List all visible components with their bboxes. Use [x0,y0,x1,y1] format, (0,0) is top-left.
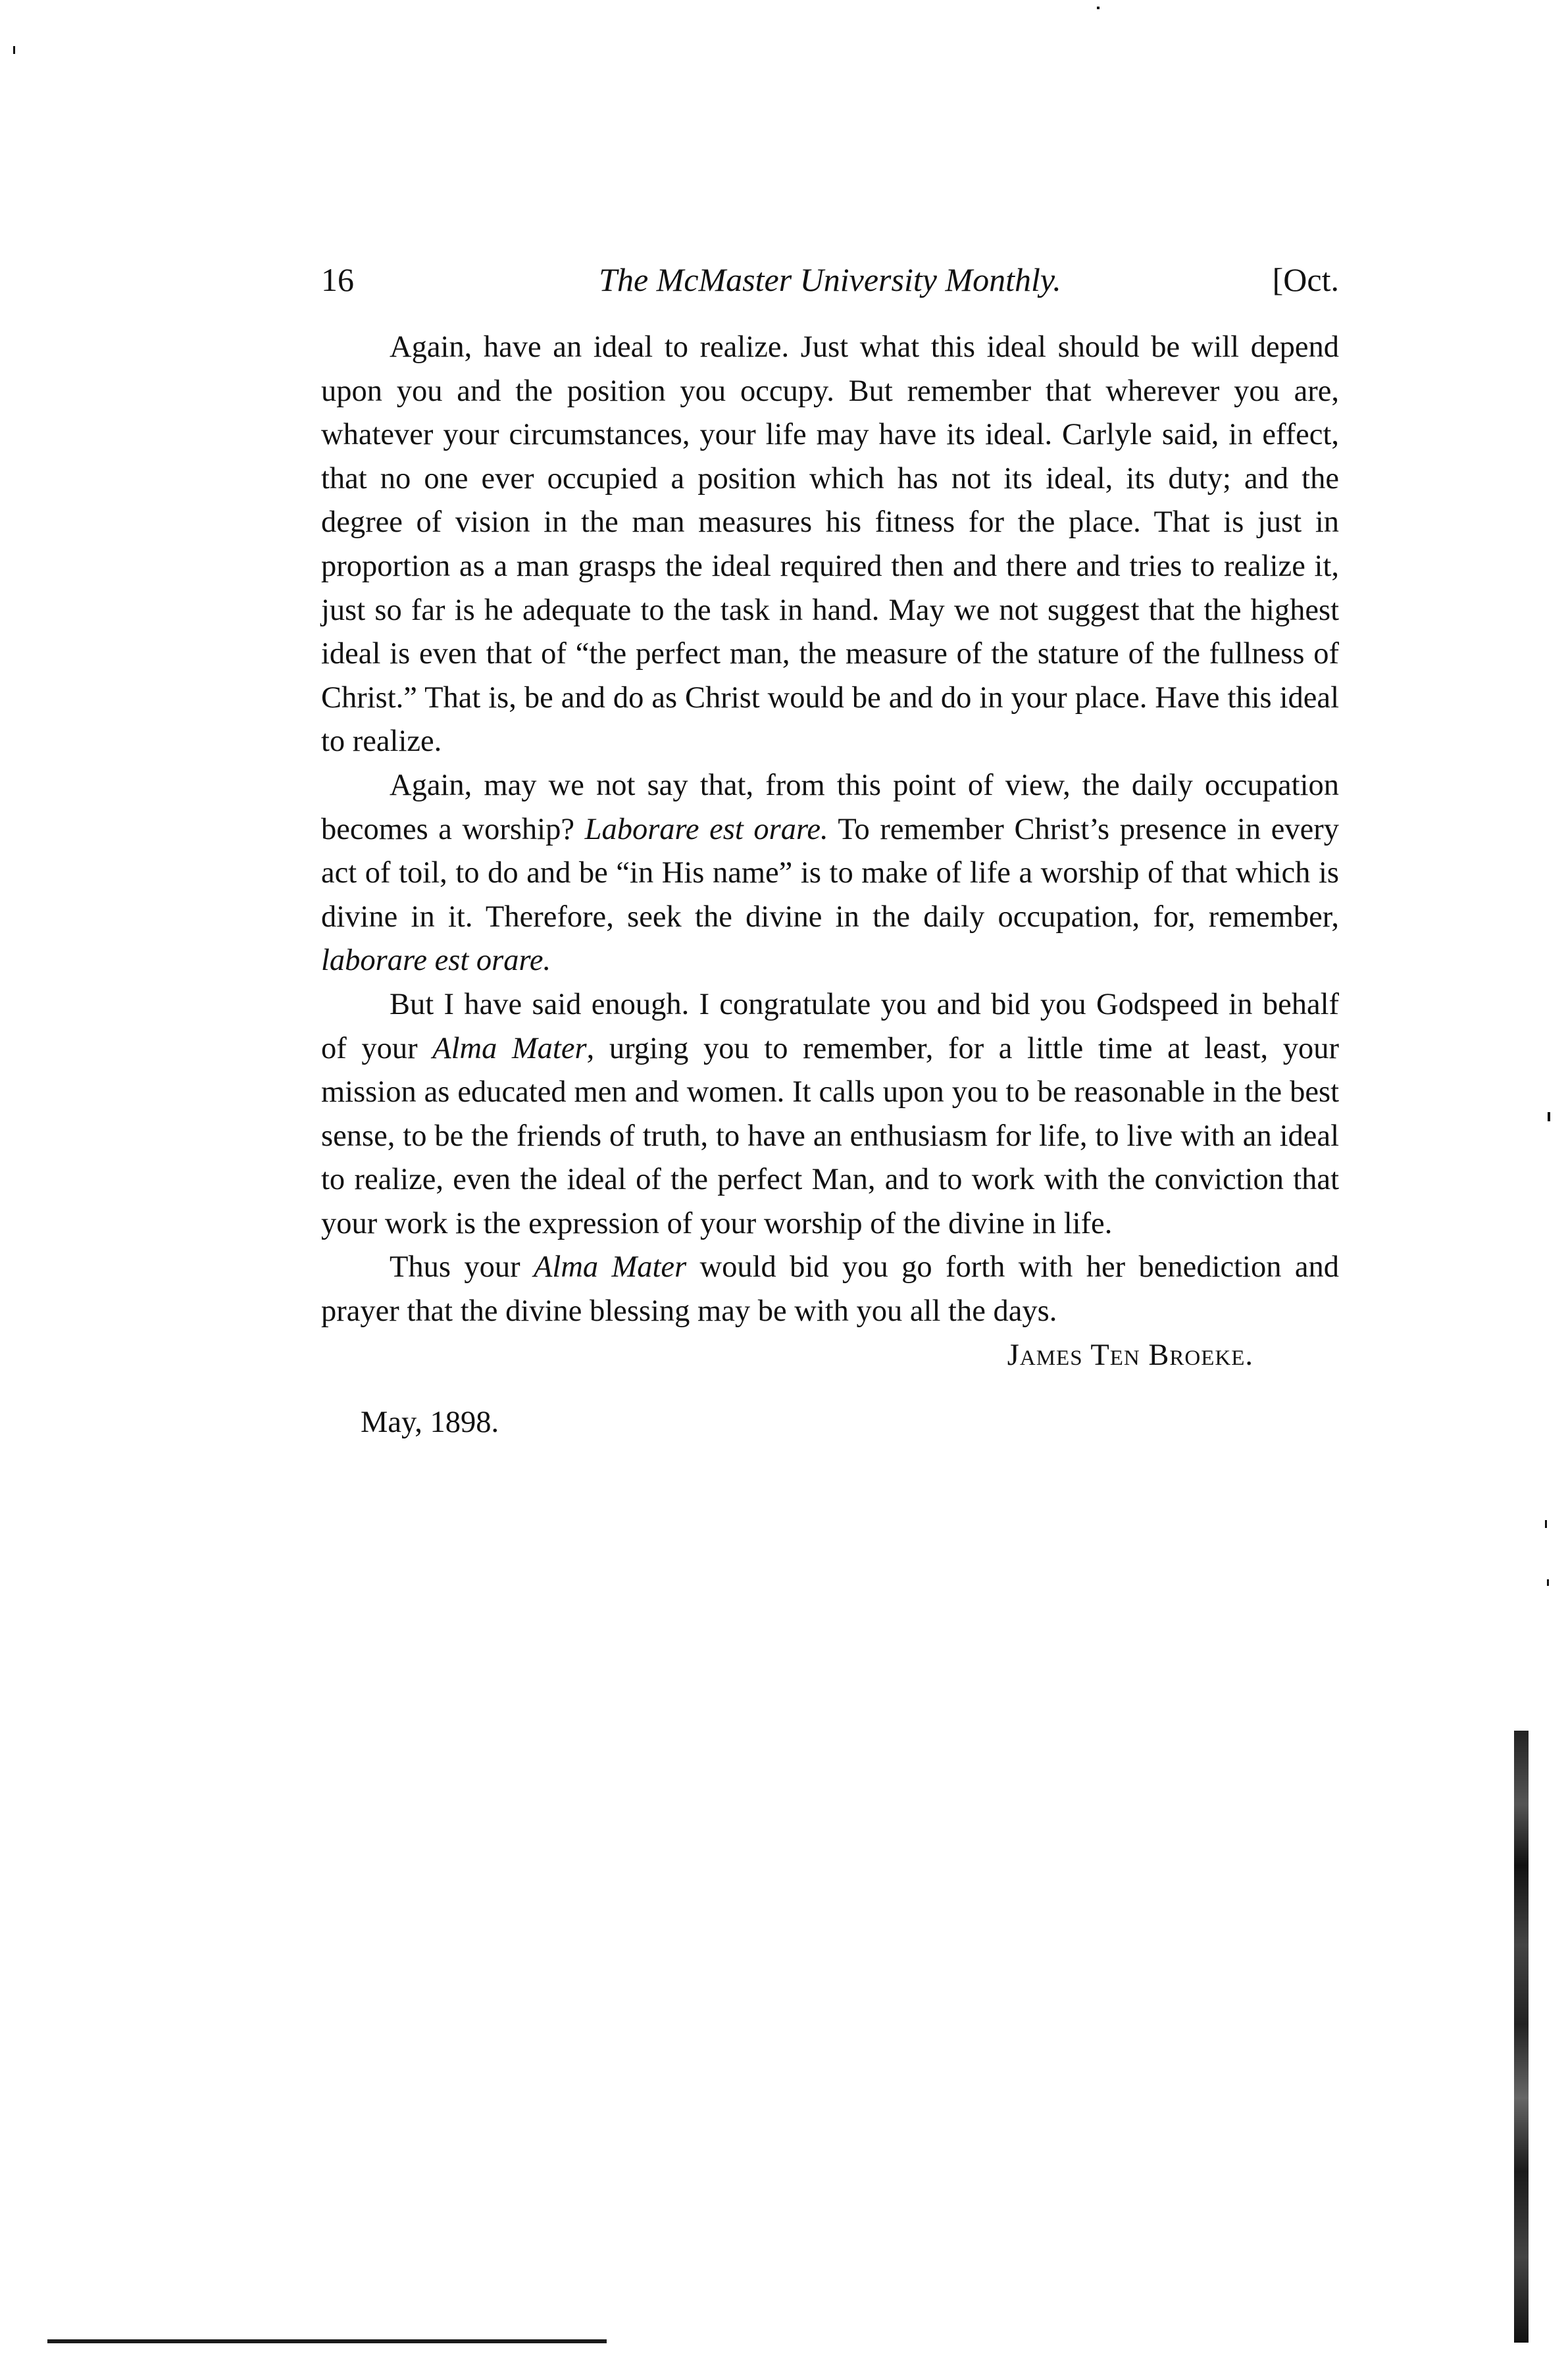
running-header [321,253,1339,306]
scan-speck [1545,1520,1547,1528]
alma-mater-phrase: Alma Mater [534,1250,687,1284]
letter-date: May, 1898. [361,1406,499,1440]
scan-speck [1548,1112,1550,1121]
paragraph-text: Thus your [390,1250,534,1284]
scan-mark [13,46,15,54]
paragraph-text: But I have said enough. I congratulate you and bid you Godspeed in behalf of your [321,987,1339,1065]
paragraph-text: , urging you to remember, for a little time at least, your mission as educated men and women. It calls upon you to be reasonable in the best sense, to be the friends of truth, to have an enthusiasm for life, to live with an ideal to realize, even the ideal of the perfect Man, and to work with the conviction that your work is the expression of your worship of the divine in life. [321,1031,1339,1240]
latin-phrase: laborare est orare. [321,944,551,978]
paragraph-congratulation [321,983,1339,1246]
journal-title: The McMaster University Monthly. [599,261,1061,298]
latin-phrase: Laborare est orare. [584,812,828,846]
page-number: 16 [321,261,354,298]
paragraph-ideal: Again, have an ideal to realize. Just what this ideal should be will depend upon you and the position you occupy. But remember that wherever you are, whatever your circumstances, your life may have its ideal. Carlyle said, in effect, that no one ever occupied a position which has not its ideal, its duty; and the degree of vision in the man measures his fitness for the place. That is just in proportion as a man grasps the ideal required then and there and tries to realize it, just so far is he adequate to the task in hand. May we not suggest that the highest ideal is even that of “the perfect man, the measure of the stature of the fullness of Christ.” That is, be and do as Christ would be and do in your place. Have this ideal to realize. [321,330,1339,759]
issue-month-mark: [Oct. [1272,261,1339,298]
scan-speck [1547,1579,1549,1586]
paragraph-text: To remember Christ’s presence in every act of toil, to do and be “in His name” is to make of life a worship of that which is divine in it. Therefore, seek the divine in the daily occupation, for, remember, [321,812,1339,934]
article-body [321,326,1339,1445]
scan-mark [1097,7,1100,9]
paragraph-text: would bid you go forth with her benediction and prayer that the divine blessing may be with you all the days. [321,1250,1339,1329]
alma-mater-phrase: Alma Mater [432,1031,587,1065]
scan-edge-shadow [1514,1731,1529,2343]
paragraph-text: Again, may we not say that, from this point of view, the daily occupation becomes a worship? [321,768,1339,846]
scan-edge-line [47,2339,607,2343]
paragraph-benediction [321,1246,1339,1333]
author-signature: James Ten Broeke. [1007,1338,1253,1372]
paragraph-worship [321,764,1339,983]
